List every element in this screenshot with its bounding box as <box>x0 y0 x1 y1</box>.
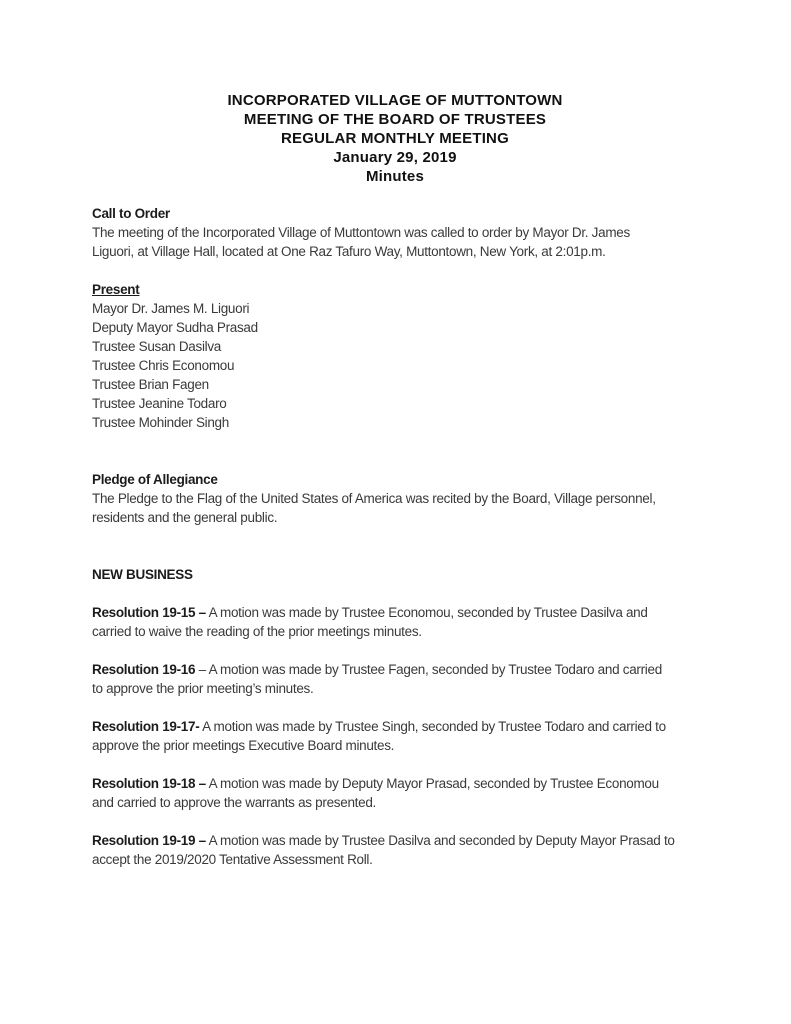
resolution-paragraph-19-17 <box>92 717 698 755</box>
resolution-text: A motion was made by Deputy Mayor Prasad, seconded by Trustee Economou <box>205 776 659 791</box>
pledge-text-line-2: residents and the general public. <box>92 510 278 525</box>
resolution-label: Resolution 19-15 – <box>92 605 206 620</box>
resolution-paragraph-19-15 <box>92 603 698 641</box>
resolution-text: A motion was made by Trustee Dasilva and seconded by Deputy Mayor Prasad to <box>205 833 675 848</box>
title-line-minutes: Minutes <box>365 168 425 185</box>
attendee-name: Trustee Mohinder Singh <box>92 415 229 430</box>
attendee-name: Mayor Dr. James M. Liguori <box>92 301 250 316</box>
resolution-line-1 <box>92 831 698 850</box>
attendee-name: Trustee Jeanine Todaro <box>92 396 227 411</box>
section-heading-pledge-of-allegiance: Pledge of Allegiance <box>92 472 218 487</box>
resolution-paragraph-19-19 <box>92 831 698 869</box>
title-line-meeting-body: MEETING OF THE BOARD OF TRUSTEES <box>243 111 547 128</box>
resolution-line-1 <box>92 603 698 622</box>
resolution-label: Resolution 19-16 <box>92 662 196 677</box>
call-to-order-text-line-1: The meeting of the Incorporated Village of Muttontown was called to order by Mayor Dr. James <box>92 225 630 240</box>
resolution-paragraph-19-16 <box>92 660 698 698</box>
section-heading-new-business: NEW BUSINESS <box>92 567 193 582</box>
resolution-line-2: carried to waive the reading of the prior meetings minutes. <box>92 624 422 639</box>
resolution-line-1 <box>92 774 698 793</box>
title-line-date: January 29, 2019 <box>333 149 457 166</box>
section-heading-call-to-order: Call to Order <box>92 206 170 221</box>
resolution-line-1 <box>92 717 698 736</box>
resolution-text: A motion was made by Trustee Singh, seconded by Trustee Todaro and carried to <box>199 719 666 734</box>
resolution-line-2: approve the prior meetings Executive Board minutes. <box>92 738 395 753</box>
call-to-order-text-line-2: Liguori, at Village Hall, located at One Raz Tafuro Way, Muttontown, New York, at 2:01p.m. <box>92 244 606 259</box>
document-title <box>92 91 698 186</box>
attendee-name: Trustee Brian Fagen <box>92 377 209 392</box>
attendee-name: Trustee Susan Dasilva <box>92 339 222 354</box>
resolution-text: A motion was made by Trustee Economou, seconded by Trustee Dasilva and <box>205 605 648 620</box>
title-line-organization: INCORPORATED VILLAGE OF MUTTONTOWN <box>227 92 563 109</box>
pledge-text-line-1: The Pledge to the Flag of the United States of America was recited by the Board, Village personnel, <box>92 491 656 506</box>
resolution-line-1 <box>92 660 698 679</box>
resolution-text: – A motion was made by Trustee Fagen, seconded by Trustee Todaro and carried <box>195 662 662 677</box>
attendee-name: Deputy Mayor Sudha Prasad <box>92 320 258 335</box>
resolution-label: Resolution 19-19 – <box>92 833 206 848</box>
section-heading-present: Present <box>92 282 140 297</box>
resolution-paragraph-19-18 <box>92 774 698 812</box>
resolution-line-2: to approve the prior meeting’s minutes. <box>92 681 314 696</box>
resolution-label: Resolution 19-18 – <box>92 776 206 791</box>
title-line-meeting-type: REGULAR MONTHLY MEETING <box>281 130 509 147</box>
resolution-line-2: accept the 2019/2020 Tentative Assessment Roll. <box>92 852 373 867</box>
attendee-name: Trustee Chris Economou <box>92 358 235 373</box>
resolution-line-2: and carried to approve the warrants as presented. <box>92 795 376 810</box>
resolution-label: Resolution 19-17- <box>92 719 200 734</box>
